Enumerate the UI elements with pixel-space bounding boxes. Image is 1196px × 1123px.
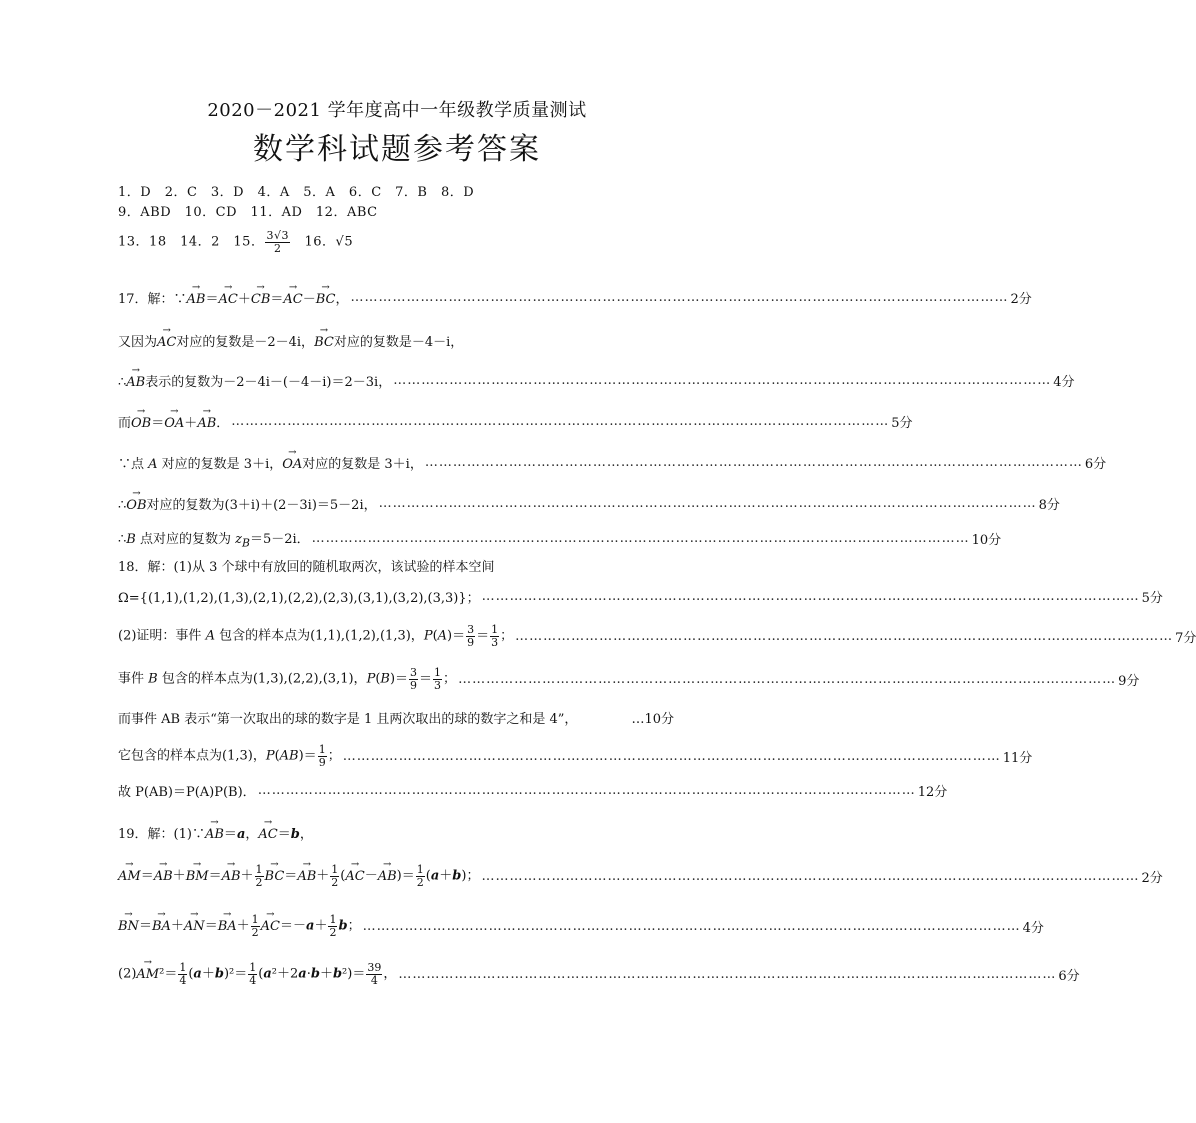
score-label: 2分 <box>1010 292 1032 307</box>
q18-line-4: 事件 B 包含的样本点为(1,3),(2,2),(3,1)，P(B)＝ $\frac{3}{9}$ ＝ $\frac{1}{3}$ ； …………………………………………………………………………………………………………………………… 9分 <box>118 666 1140 692</box>
exam-subtitle: 2020－2021 学年度高中一年级教学质量测试 <box>207 100 587 121</box>
answers-line-3: 13．18 14．2 15． $\frac{3√3}{2}$ 16．√5 <box>118 229 354 255</box>
q18-line-6: 它包含的样本点为(1,3)，P(AB)＝ $\frac{1}{9}$ ； …………………………………………………………………………………………………………………………… 11分 <box>118 743 1033 769</box>
q18-line-7: 故 P(AB)＝P(A)P(B)． …………………………………………………………………………………………………………………………… 12分 <box>118 783 948 800</box>
q18-line-2: Ω={(1,1),(1,2),(1,3),(2,1),(2,2),(2,3),(3,1),(3,2),(3,3)}； …………………………………………………………………………………………………………………………… 5分 <box>118 589 1163 606</box>
q15-fraction: $\frac{3√3}{2}$ <box>266 229 289 255</box>
q19-line-4: (2)→ AM²＝ $\frac{1}{4}$ (a＋b)²＝ $\frac{1}{4}$ (a²＋2a·b＋b²)＝ $\frac{39}{4}$ ， …………………………………………………………………………………………………………………………… 6分 <box>118 962 674 986</box>
q17-line-6: ∴→ OB对应的复数为(3＋i)＋(2－3i)＝5－2i， …………………………………………………………………………………………………………………………… 8分 <box>118 494 674 513</box>
q18-line-1: 18．解：(1)从 3 个球中有放回的随机取两次，该试验的样本空间 <box>118 560 495 575</box>
q17-line-2: 又因为→ AC对应的复数是－2－4i，→ BC对应的复数是－4－i， <box>118 331 463 350</box>
q18-line-5: 而事件 AB 表示“第一次取出的球的数字是 1 且两次取出的球的数字之和是 4”， …10分 <box>118 712 674 727</box>
q17-line-3: ∴→ AB表示的复数为－2－4i－(－4－i)＝2－3i， …………………………………………………………………………………………………………………………… 4分 <box>118 371 674 390</box>
q17-line-7: ∴B 点对应的复数为 $z_B=5-2i$． …………………………………………………………………………………………………………………………… 10分 <box>118 531 1002 550</box>
q19-line-1: 19．解：(1)∵→ AB＝a，→ AC＝b， <box>118 823 313 842</box>
q17-line-1: 17．解：∵→ AB＝→ AC＋→ CB＝→ AC－→ BC， …………………………………………………………………………………………………………………………… 2分 <box>118 288 674 307</box>
answers-line-2: 9．ABD 10．CD 11．AD 12．ABC <box>118 205 378 220</box>
q19-line-3: → BN＝→ BA＋→ AN＝→ BA＋ $\frac{1}{2}$ → AC＝－a＋ $\frac{1}{2}$ b； …………………………………………………………………………………………………………………………… 4分 <box>118 914 674 938</box>
answers-line-1: 1．D 2．C 3．D 4．A 5．A 6．C 7．B 8．D <box>118 185 475 200</box>
q17-line-5: ∵点 A 对应的复数是 3＋i，→ OA对应的复数是 3＋i， …………………………………………………………………………………………………………………………… 6分 <box>118 453 674 472</box>
q16-value: √5 <box>335 234 354 250</box>
q18-line-3: (2)证明：事件 A 包含的样本点为(1,1),(1,2),(1,3)，P(A)＝ $\frac{3}{9}$ ＝ $\frac{1}{3}$ ； …………………………………………………………………………………………………………………………… 7分 <box>118 623 1196 649</box>
page-title: 数学科试题参考答案 <box>253 132 541 167</box>
q19-line-2: → AM＝→ AB＋→ BM＝→ AB＋ $\frac{1}{2}$ → BC＝→ AB＋ $\frac{1}{2}$ (→ AC－→ AB)＝ $\frac{1}{2}$ (a＋b)； …………………………………………………………………………………………………………………………… 2分 <box>118 864 674 888</box>
q17-line-4: 而→ OB＝→ OA＋→ AB． …………………………………………………………………………………………………………………………… 5分 <box>118 412 674 431</box>
